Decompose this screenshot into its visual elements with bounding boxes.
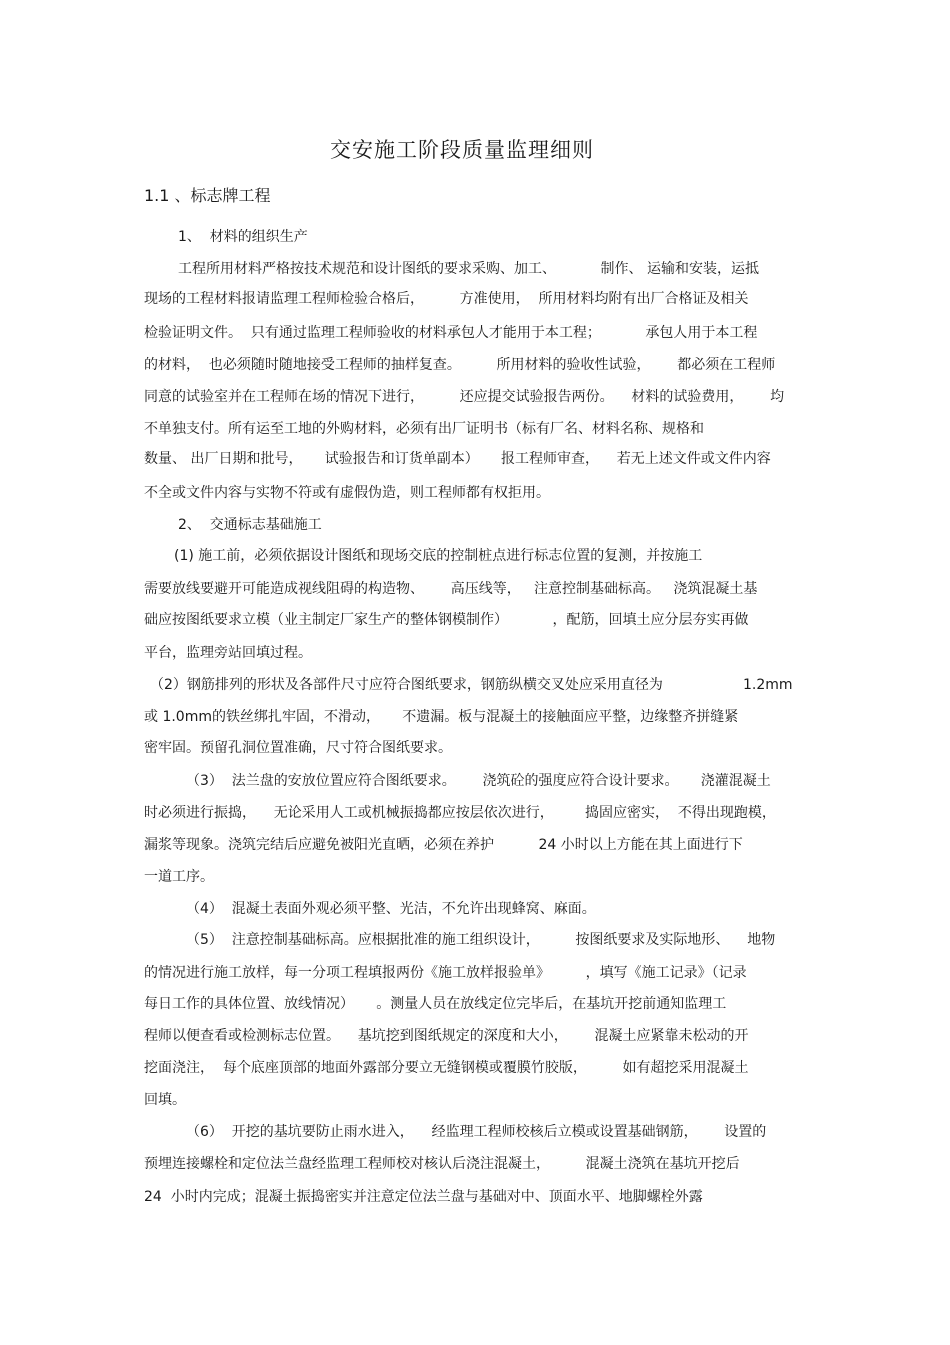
body-line: 现场的工程材料报请监理工程师检验合格后， 方准使用， 所用材料均附有出厂合格证及相关: [144, 291, 749, 307]
body-line: 回填。: [144, 1092, 186, 1108]
body-line: 一道工序。: [144, 869, 214, 885]
body-line: 础应按图纸要求立模（业主制定厂家生产的整体钢模制作） ，配筋，回填土应分层夯实再做: [144, 612, 749, 628]
body-line: 需要放线要避开可能造成视线阻碍的构造物、 高压线等， 注意控制基础标高。 浇筑混凝土基: [144, 581, 758, 597]
body-line: 24 小时内完成；混凝土振捣密实并注意定位法兰盘与基础对中、顶面水平、地脚螺栓外露: [144, 1189, 703, 1205]
section-heading: 1.1 、标志牌工程: [144, 186, 271, 205]
body-line: 时必须进行振捣， 无论采用人工或机械振捣都应按层依次进行， 捣固应密实， 不得出现跑模，: [144, 805, 776, 821]
body-line: 1、 材料的组织生产: [178, 229, 308, 245]
body-line: 密牢固。预留孔洞位置准确，尺寸符合图纸要求。: [144, 740, 452, 756]
body-line: 2、 交通标志基础施工: [178, 517, 322, 533]
body-line: 不全或文件内容与实物不符或有虚假伪造，则工程师都有权拒用。: [144, 485, 550, 501]
body-line: （6） 开挖的基坑要防止雨水进入， 经监理工程师校核后立模或设置基础钢筋， 设置的: [186, 1124, 767, 1140]
body-line: 或 1.0mm的铁丝绑扎牢固，不滑动， 不遗漏。板与混凝土的接触面应平整，边缘整齐拼缝紧: [144, 709, 739, 725]
body-line: 检验证明文件。 只有通过监理工程师验收的材料承包人才能用于本工程； 承包人用于本工程: [144, 325, 758, 341]
body-line: （3） 法兰盘的安放位置应符合图纸要求。 浇筑砼的强度应符合设计要求。 浇灌混凝土: [186, 773, 771, 789]
body-line: 的情况进行施工放样，每一分项工程填报两份《施工放样报验单》 ，填写《施工记录》（记录: [144, 965, 747, 981]
body-line: 每日工作的具体位置、放线情况） 。测量人员在放线定位完毕后，在基坑开挖前通知监理工: [144, 996, 727, 1012]
body-line: 同意的试验室并在工程师在场的情况下进行， 还应提交试验报告两份。 材料的试验费用， 均: [144, 389, 785, 405]
body-line: （4） 混凝土表面外观必须平整、光洁，不允许出现蜂窝、麻面。: [186, 901, 596, 917]
body-line: 漏浆等现象。浇筑完结后应避免被阳光直晒，必须在养护 24 小时以上方能在其上面进行下: [144, 837, 743, 853]
body-line: 工程所用材料严格按技术规范和设计图纸的要求采购、加工、 制作、 运输和安装，运抵: [178, 261, 759, 277]
body-line: 不单独支付。所有运至工地的外购材料，必须有出厂证明书（标有厂名、材料名称、规格和: [144, 421, 704, 437]
document-title: 交安施工阶段质量监理细则: [330, 138, 594, 162]
body-line: 平台，监理旁站回填过程。: [144, 645, 312, 661]
body-line: (1) 施工前，必须依据设计图纸和现场交底的控制桩点进行标志位置的复测，并按施工: [174, 548, 703, 564]
body-line: 数量、 出厂日期和批号， 试验报告和订货单副本） 报工程师审查， 若无上述文件或文件内容: [144, 451, 771, 467]
body-line: 程师以便查看或检测标志位置。 基坑挖到图纸规定的深度和大小， 混凝土应紧靠未松动的开: [144, 1028, 749, 1044]
body-line: 的材料， 也必须随时随地接受工程师的抽样复查。 所用材料的验收性试验， 都必须在工程师: [144, 357, 776, 373]
body-line: 预埋连接螺栓和定位法兰盘经监理工程师校对核认后浇注混凝土， 混凝土浇筑在基坑开挖后: [144, 1156, 740, 1172]
body-line: 挖面浇注， 每个底座顶部的地面外露部分要立无缝钢模或覆膜竹胶版， 如有超挖采用混凝土: [144, 1060, 749, 1076]
body-line: （2）钢筋排列的形状及各部件尺寸应符合图纸要求，钢筋纵横交叉处应采用直径为 1.2mm: [150, 677, 793, 693]
body-line: （5） 注意控制基础标高。应根据批准的施工组织设计， 按图纸要求及实际地形、 地物: [186, 932, 776, 948]
